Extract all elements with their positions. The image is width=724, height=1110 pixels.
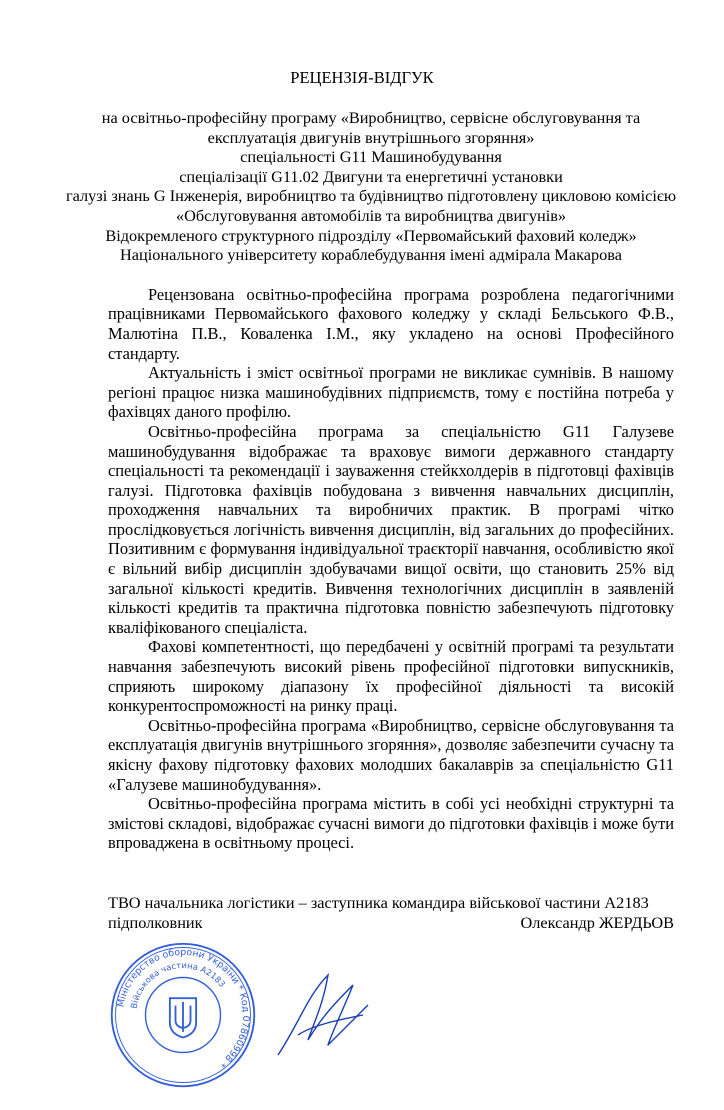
stamp-inner-text: Військова частина А2183 — [128, 960, 228, 1010]
header-line: «Обслуговування автомобілів та виробництва двигунів» — [175, 205, 567, 225]
signer-position: ТВО начальника логістики – заступника командира військової частини А2183 — [108, 892, 649, 912]
header-line: спеціалізації G11.02 Двигуни та енергетичні установки — [179, 166, 563, 186]
signature-block — [108, 893, 674, 932]
handwritten-signature — [268, 965, 378, 1065]
signer-rank: підполковник — [108, 912, 203, 932]
paragraph: Освітньо-професійна програма «Виробництво, сервісне обслуговування та експлуатація двигунів внутрішнього згоряння», дозволяє забезпечити сучасну та якісну фахову підготовку фахових молодших бакалаврів за спеціальністю G11 «Галузеве машинобудування». — [108, 715, 674, 794]
official-stamp — [108, 940, 258, 1090]
header-line: спеціальності G11 Машинобудування — [240, 147, 502, 167]
document-title: РЕЦЕНЗІЯ-ВІДГУК — [290, 68, 434, 87]
header-line: Національного університету кораблебудування імені адмірала Макарова — [120, 245, 622, 265]
paragraph: Фахові компетентності, що передбачені у освітній програмі та результати навчання забезпечують високий рівень професійної підготовки випускників, сприяють широкому діапазону їх професійної діяльності та високій конкурентоспроможності на ринку праці. — [108, 637, 674, 716]
paragraph: Освітньо-професійна програма містить в собі усі необхідні структурні та змістові складові, відображає сучасні вимоги до підготовки фахівців і може бути впроваджена в освітньому процесі. — [108, 794, 674, 853]
paragraph: Рецензована освітньо-професійна програма розроблена педагогічними працівниками Первомайського фахового коледжу у складі Бельського Ф.В., Малютіна П.В., Коваленка І.М., яку укладено на основі Професійного стандарту. — [108, 284, 674, 363]
header-line: на освітньо-професійну програму «Виробництво, сервісне обслуговування та — [101, 108, 641, 127]
stamp-and-signature — [108, 940, 674, 1090]
document-body — [108, 285, 674, 853]
paragraph: Освітньо-професійна програма за спеціальністю G11 Галузеве машинобудування відображає та враховує вимоги державного стандарту спеціальності та рекомендації і зауваження стейкхолдерів в підготовці фахівців галузі. Підготовка фахівців побудована з вивчення навчальних дисциплін, проходження навчальних та виробничих практик. В програмі чітко прослідковується логічність вивчення дисциплін, від загальних до професійних. Позитивним є формування індивідуальної траєкторії навчання, особливістю якої є вільний вибір дисциплін здобувачами вищої освіти, що становить 25% від загальної кількості кредитів. Вивчення технологічних дисциплін в заявленій кількості кредитів та практична підготовка повністю забезпечують підготовку кваліфікованого спеціаліста. — [108, 421, 674, 637]
paragraph: Актуальність і зміст освітньої програми не викликає сумнівів. В нашому регіоні працює низка машинобудівних підприємств, тому є постійна потреба у фахівцях даного профілю. — [108, 363, 674, 422]
document-header — [38, 108, 704, 265]
header-line: експлуатація двигунів внутрішнього згоряння» — [207, 127, 535, 147]
stamp-outer-text: Міністерство оборони України * Код 07860998 * — [115, 947, 252, 1070]
trident-icon — [170, 998, 196, 1037]
signer-name: Олександр ЖЕРДЬОВ — [520, 912, 674, 932]
header-line: галузі знань G Інженерія, виробництво та будівництво підготовлену цикловою комісією — [65, 186, 676, 206]
header-line: Відокремленого структурного підрозділу «Первомайський фаховий коледж» — [105, 225, 637, 245]
